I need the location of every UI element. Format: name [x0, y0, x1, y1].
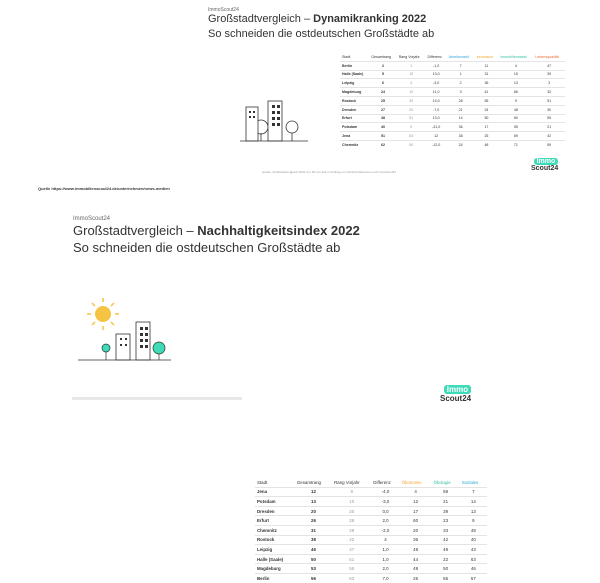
cell-value: 24 [447, 140, 475, 148]
cell-value: 4 [400, 487, 432, 497]
col-oekologie: Ökologie [433, 479, 451, 485]
table-row [255, 554, 487, 564]
cell-city: Jena [340, 132, 369, 141]
table-header-row [255, 478, 487, 487]
cell-value: 38 [295, 535, 332, 545]
cell-value: 38 [447, 132, 475, 141]
cell-value: 7,0 [371, 573, 399, 582]
cell-value: 36 [475, 79, 499, 88]
cell-value: 20 [295, 506, 332, 516]
table-row [255, 506, 487, 516]
cell-city: Berlin [255, 573, 295, 582]
city-illustration [240, 95, 310, 145]
source-link[interactable]: Quelle https://www.immobilienscout24.de/unternehmen/news-medien [38, 186, 170, 191]
table-row [340, 132, 565, 141]
cell-value: 59 [533, 140, 565, 148]
slide-subtitle: So schneiden die ostdeutschen Großstädte ab [73, 240, 341, 255]
cell-city: Berlin [340, 61, 369, 70]
cell-value: 33 [431, 525, 459, 535]
cell-value: 11 [475, 61, 499, 70]
cell-value: 38 [369, 114, 396, 123]
nachhaltigkeitsindex-table [255, 478, 487, 583]
cell-value: 29 [332, 525, 371, 535]
cell-value: 8 [332, 487, 371, 497]
cell-value: 66 [498, 88, 533, 97]
cell-value: -4,0 [371, 487, 399, 497]
cell-value: 42 [431, 535, 459, 545]
col-gesamtrang: Gesamtrang [296, 479, 322, 485]
cell-value: 13,0 [426, 70, 447, 79]
cell-city: Chemnitz [340, 140, 369, 148]
table-row [340, 70, 565, 79]
cell-value: 9 [460, 516, 487, 526]
cell-value: 30 [533, 105, 565, 114]
building-icon [116, 322, 150, 360]
cell-value: 5 [369, 70, 396, 79]
cropped-footer [72, 397, 242, 400]
cell-value: 20 [332, 506, 371, 516]
col-rang-vorjahr: Rang Vorjahr [398, 54, 420, 59]
cell-value: 25 [369, 96, 396, 105]
cell-value: 49 [400, 564, 432, 574]
cell-value: 7 [460, 487, 487, 497]
cell-value: 46 [295, 545, 332, 555]
cell-value: 9 [397, 123, 426, 132]
cell-value: 27 [369, 105, 396, 114]
cell-value: 48 [400, 545, 432, 555]
table-header-row [340, 53, 565, 61]
table-row [255, 564, 487, 574]
col-gesamtrang: Gesamtrang [371, 54, 392, 59]
cell-value: 40 [369, 123, 396, 132]
cell-value: 63 [332, 573, 371, 582]
col-immobilienmarkt: Immobilienmarkt [500, 54, 527, 59]
cell-city: Potsdam [255, 497, 295, 507]
table-row [255, 525, 487, 535]
cell-value: 60 [400, 516, 432, 526]
cell-value: 2,0 [371, 564, 399, 574]
immoscout-logo [440, 385, 471, 403]
cell-value: 63 [460, 554, 487, 564]
col-oekonomie: Ökonomie [401, 479, 422, 485]
cell-city: Rostock [340, 96, 369, 105]
cell-value: 60 [498, 114, 533, 123]
cell-value: 15 [397, 70, 426, 79]
cell-value: 21 [533, 123, 565, 132]
cell-value: 10 [332, 497, 371, 507]
cell-value: 55 [533, 114, 565, 123]
tree-icon [153, 342, 165, 360]
cell-value: 6 [369, 79, 396, 88]
cell-value: -3,0 [426, 79, 447, 88]
cell-city: Leipzig [255, 545, 295, 555]
slide-dynamikranking [0, 0, 600, 180]
slide-title [208, 13, 426, 25]
col-soziales: Soziales [461, 479, 479, 485]
logo-bottom: Scout24 [440, 394, 472, 403]
cell-value: 50 [397, 140, 426, 148]
title-prefix: Großstadtvergleich – [208, 13, 314, 25]
cell-value: 66 [431, 573, 459, 582]
cell-value: 51 [397, 114, 426, 123]
cell-value: 1 [447, 70, 475, 79]
cell-value: 69 [498, 132, 533, 141]
footnote: Quelle: Großstadtvergleich 2022 von IW Consult im Auftrag von Wirtschaftswoche und ImmoScout24 [262, 170, 396, 174]
brand-label: ImmoScout24 [73, 216, 111, 222]
cell-value: 42 [533, 132, 565, 141]
cell-value: 50 [475, 114, 499, 123]
title-prefix: Großstadtvergleich – [73, 223, 198, 238]
table-row [255, 487, 487, 497]
cell-value: 2,0 [371, 516, 399, 526]
table-row [255, 545, 487, 555]
table-row [340, 123, 565, 132]
tree-icon [102, 344, 110, 360]
cell-value: 3 [533, 79, 565, 88]
table-row [340, 105, 565, 114]
cell-value: 28 [447, 96, 475, 105]
cell-city: Halle (Saale) [340, 70, 369, 79]
logo-top: Immo [534, 158, 559, 165]
cell-value: 20 [400, 525, 432, 535]
cell-value: 2 [369, 61, 396, 70]
cell-value: 39 [431, 506, 459, 516]
cell-value: 62 [369, 140, 396, 148]
cell-value: 71 [498, 140, 533, 148]
cell-value: 9 [498, 96, 533, 105]
cell-city: Halle (Saale) [255, 554, 295, 564]
cell-value: 3 [397, 79, 426, 88]
cell-value: 12 [426, 132, 447, 141]
cell-value: 2 [447, 79, 475, 88]
col-differenz: Differenz [373, 479, 391, 485]
cell-value: 1 [397, 61, 426, 70]
col-lebensqualitaet: Lebensqualität [535, 54, 559, 59]
cell-value: 40 [460, 535, 487, 545]
cell-city: Magdeburg [340, 88, 369, 97]
table-row [255, 516, 487, 526]
cell-value: 21 [447, 105, 475, 114]
cell-value: 15 [498, 70, 533, 79]
cell-value: 17 [475, 123, 499, 132]
table-row [255, 573, 487, 582]
cell-value: 44 [400, 554, 432, 564]
cell-city: Rostock [255, 535, 295, 545]
cell-value: 26 [400, 573, 432, 582]
cell-value: 51 [332, 554, 371, 564]
logo-top: Immo [444, 385, 471, 394]
cell-value: 13 [295, 497, 332, 507]
cell-value: 39 [533, 70, 565, 79]
cell-value: 41 [475, 88, 499, 97]
cell-value: 57 [460, 573, 487, 582]
cell-value: 10 [397, 88, 426, 97]
cell-value: 42 [332, 535, 371, 545]
cell-value: 21 [431, 497, 459, 507]
cell-city: Jena [255, 487, 295, 497]
table-row [255, 535, 487, 545]
cell-city: Chemnitz [255, 525, 295, 535]
cell-value: 55 [498, 123, 533, 132]
cell-value: 50 [431, 564, 459, 574]
cell-value: -2,0 [371, 525, 399, 535]
cell-city: Dresden [255, 506, 295, 516]
table-row [340, 88, 565, 97]
cell-value: 36 [447, 123, 475, 132]
dynamikranking-table [340, 53, 565, 149]
cell-value: 25 [475, 132, 499, 141]
cell-value: 28 [332, 516, 371, 526]
cell-value: 7 [447, 61, 475, 70]
cell-value: 24 [475, 105, 499, 114]
cell-value: 12 [295, 487, 332, 497]
sun-icon [87, 298, 119, 330]
cell-value: 47 [533, 61, 565, 70]
cell-value: 13,0 [426, 114, 447, 123]
logo-bottom: Scout24 [531, 165, 559, 172]
table-row [340, 96, 565, 105]
cell-value: 31 [295, 525, 332, 535]
cell-value: 51 [533, 96, 565, 105]
cell-value: 1,0 [371, 545, 399, 555]
cell-value: 13 [460, 506, 487, 516]
table-row [340, 61, 565, 70]
cell-value: 4 [498, 61, 533, 70]
cell-value: 36 [400, 535, 432, 545]
table-row [340, 140, 565, 148]
cell-value: 56 [295, 573, 332, 582]
cell-value: 49 [431, 545, 459, 555]
cell-value: 46 [460, 564, 487, 574]
cell-value: 59 [431, 487, 459, 497]
title-bold: Nachhaltigkeitsindex 2022 [197, 223, 360, 238]
cell-value: 14,0 [426, 96, 447, 105]
city-illustration [78, 294, 173, 364]
cell-value: 63 [397, 132, 426, 141]
table-row [255, 497, 487, 507]
cell-value: 32 [533, 88, 565, 97]
cell-value: 47 [332, 545, 371, 555]
cell-value: 13 [498, 79, 533, 88]
table-row [340, 114, 565, 123]
slide-subtitle: So schneiden die ostdeutschen Großstädte ab [208, 28, 435, 40]
cell-value: 4 [371, 535, 399, 545]
title-bold: Dynamikranking 2022 [313, 13, 427, 25]
cell-value: 39 [397, 96, 426, 105]
cell-city: Erfurt [255, 516, 295, 526]
cell-value: 3 [447, 88, 475, 97]
cell-value: -31,0 [426, 123, 447, 132]
cell-value: 20 [397, 105, 426, 114]
cell-value: 55 [475, 96, 499, 105]
cell-value: 17 [400, 506, 432, 516]
cell-value: -12,0 [426, 140, 447, 148]
cell-value: -3,0 [371, 497, 399, 507]
cell-city: Leipzig [340, 79, 369, 88]
cell-city: Potsdam [340, 123, 369, 132]
cell-value: 11,0 [426, 88, 447, 97]
cell-value: 53 [295, 564, 332, 574]
cell-value: 50 [295, 554, 332, 564]
brand-label: ImmoScout24 [208, 7, 239, 13]
cell-value: 0,0 [371, 506, 399, 516]
cell-value: 48 [498, 105, 533, 114]
col-arbeitsmarkt: Arbeitsmarkt [448, 54, 469, 59]
cell-city: Dresden [340, 105, 369, 114]
cell-value: 48 [475, 140, 499, 148]
table-row [340, 79, 565, 88]
cell-value: 51 [369, 132, 396, 141]
cell-value: 26 [295, 516, 332, 526]
cell-value: 22 [431, 554, 459, 564]
col-stadt: Stadt [342, 54, 351, 59]
tree-icon [286, 121, 298, 141]
cell-value: 43 [460, 545, 487, 555]
cell-city: Magdeburg [255, 564, 295, 574]
cell-value: 1,0 [371, 554, 399, 564]
slide-nachhaltigkeitsindex [0, 208, 600, 581]
col-stadt: Stadt [257, 479, 268, 485]
slide-title [73, 223, 360, 238]
cell-value: 23 [431, 516, 459, 526]
cell-value: 24 [369, 88, 396, 97]
col-innovation: Innovation [476, 54, 494, 59]
cell-value: 31 [475, 70, 499, 79]
cell-value: 12 [400, 497, 432, 507]
col-differenz: Differenz [427, 54, 442, 59]
cell-value: -7,0 [426, 105, 447, 114]
col-rang-vorjahr: Rang Vorjahr [334, 479, 360, 485]
cell-city: Erfurt [340, 114, 369, 123]
cell-value: 14 [447, 114, 475, 123]
immoscout-logo [531, 158, 558, 172]
cell-value: 14 [460, 497, 487, 507]
cell-value: 48 [460, 525, 487, 535]
cell-value: 55 [332, 564, 371, 574]
cell-value: -1,0 [426, 61, 447, 70]
